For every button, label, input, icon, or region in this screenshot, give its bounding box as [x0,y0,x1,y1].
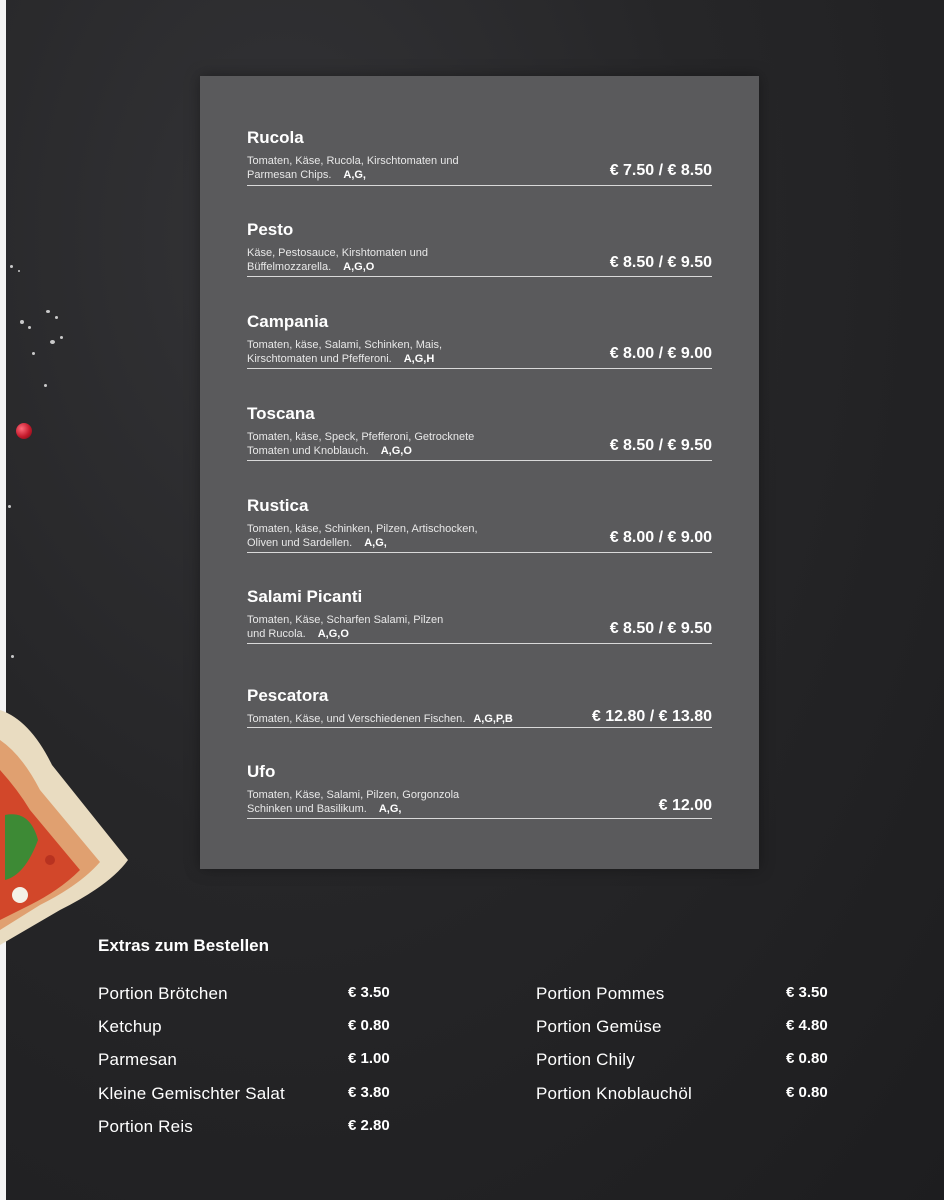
extra-item [98,984,403,1008]
item-description: Tomaten, Käse, Scharfen Salami, Pilzen und Rucola. A,G,O [247,614,444,640]
extra-price: € 0.80 [348,1017,390,1034]
item-name: Pesto [247,220,294,239]
extra-price: € 3.50 [786,984,828,1001]
extra-name: Portion Chily [536,1050,635,1069]
extras-title: Extras zum Bestellen [98,936,270,955]
left-edge-strip [0,0,6,1200]
allergen-codes: A,G, [364,537,387,549]
menu-item-pesto [247,219,712,277]
item-description: Tomaten, käse, Salami, Schinken, Mais, Kirschtomaten und Pfefferoni. A,G,H [247,339,443,365]
extra-price: € 0.80 [786,1050,828,1067]
menu-item-pescatora [247,685,712,728]
item-name: Rustica [247,496,309,515]
extra-price: € 2.80 [348,1117,390,1134]
extra-price: € 1.00 [348,1050,390,1067]
extra-name: Portion Knoblauchöl [536,1084,692,1103]
extra-item [98,1017,403,1041]
extra-price: € 3.80 [348,1084,390,1101]
extra-item [536,1050,842,1074]
allergen-codes: A,G,O [343,261,375,273]
extra-name: Portion Reis [98,1117,193,1136]
item-description: Tomaten, Käse, Salami, Pilzen, Gorgonzola Schinken und Basilikum. A,G, [247,789,460,815]
item-name: Campania [247,312,329,331]
item-price: € 8.50 / € 9.50 [609,620,712,637]
item-description: Tomaten, Käse, und Verschiedenen Fischen. A,G,P,B [247,713,513,725]
allergen-codes: A,G,P,B [473,713,513,725]
menu-item-salami-picanti [247,586,712,644]
menu-item-campania [247,311,712,369]
item-price: € 8.00 / € 9.00 [609,529,712,546]
allergen-codes: A,G,O [317,628,349,640]
pizza-slice-icon [0,710,140,960]
item-description: Käse, Pestosauce, Kirshtomaten und Büffelmozzarella. A,G,O [247,247,428,273]
item-name: Toscana [247,404,315,423]
item-price: € 12.80 / € 13.80 [591,708,712,725]
extra-name: Parmesan [98,1050,178,1069]
item-description: Tomaten, Käse, Rucola, Kirschtomaten und Parmesan Chips. A,G, [247,155,459,181]
item-price: € 8.00 / € 9.00 [609,345,712,362]
extra-item [536,984,842,1008]
extra-item [98,1084,403,1108]
item-price: € 7.50 / € 8.50 [609,162,712,179]
menu-item-ufo [247,761,712,819]
item-description: Tomaten, käse, Speck, Pfefferoni, Getrocknete Tomaten und Knoblauch. A,G,O [247,431,475,457]
extra-name: Ketchup [98,1017,162,1036]
extra-name: Portion Gemüse [536,1017,662,1036]
allergen-codes: A,G,O [380,445,412,457]
extra-name: Portion Pommes [536,984,665,1003]
peppercorn-icon [16,423,32,439]
item-price: € 8.50 / € 9.50 [609,254,712,271]
extra-price: € 3.50 [348,984,390,1001]
item-name: Ufo [247,762,276,781]
extra-item [98,1117,403,1141]
item-name: Pescatora [247,686,329,705]
menu-item-rustica [247,495,712,553]
item-name: Rucola [247,128,304,147]
allergen-codes: A,G, [378,803,402,815]
extra-price: € 4.80 [786,1017,828,1034]
menu-item-toscana [247,403,712,461]
extra-name: Portion Brötchen [98,984,228,1003]
item-description: Tomaten, käse, Schinken, Pilzen, Artischocken, Oliven und Sardellen. A,G, [247,523,478,549]
extra-name: Kleine Gemischter Salat [98,1084,285,1103]
extra-price: € 0.80 [786,1084,828,1101]
extra-item [536,1017,842,1041]
menu-item-rucola [247,127,712,186]
extra-item [98,1050,403,1074]
allergen-codes: A,G, [343,169,366,181]
item-price: € 8.50 / € 9.50 [609,437,712,454]
allergen-codes: A,G,H [403,353,435,365]
extra-item [536,1084,842,1108]
menu-card [200,76,759,869]
item-name: Salami Picanti [247,587,363,606]
item-price: € 12.00 [658,797,712,814]
